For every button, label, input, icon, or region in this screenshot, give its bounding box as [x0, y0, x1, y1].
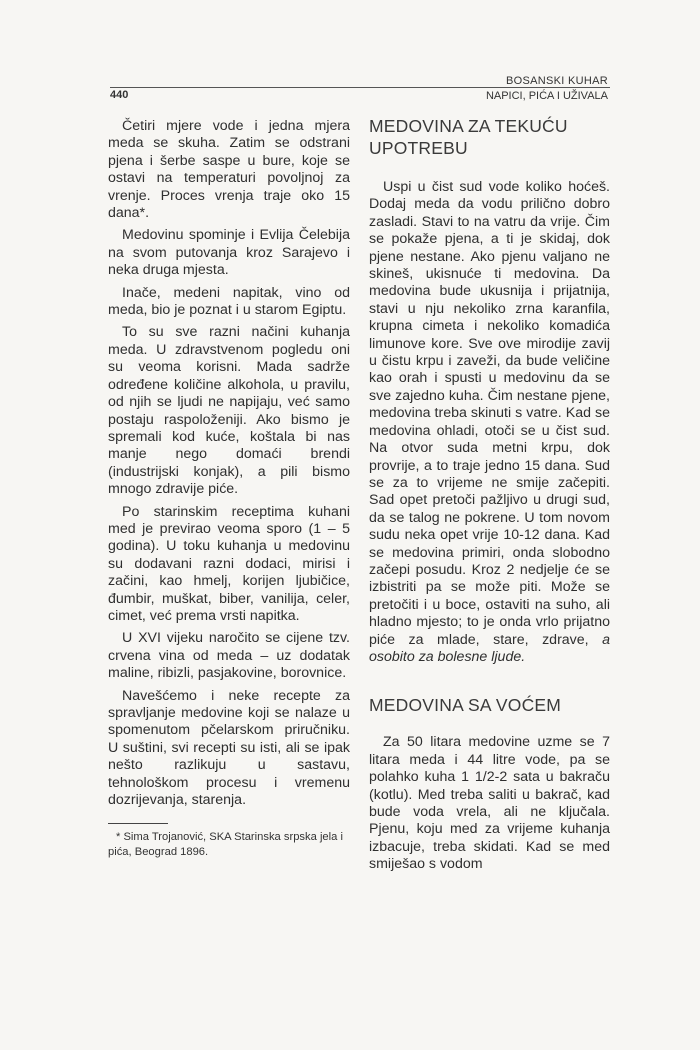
paragraph: Po starinskim receptima kuhani med je previrao veoma sporo (1 – 5 godina). U toku kuhanja u medovinu su dodavani razni dodaci, mirisi i začini, kao hmelj, korijen ljubičice, đumbir, muškat, biber, vanilija, celer, cimet, već prema vrsti napitka.	[108, 503, 350, 624]
section-heading-medovina-za-tekucu-upotrebu: MEDOVINA ZA TEKUĆU UPOTREBU	[369, 116, 568, 158]
recipe-text-italic: a osobito za bolesne ljude.	[369, 631, 610, 665]
running-head-chapter-title: NAPICI, PIĆA I UŽIVALA	[485, 90, 608, 102]
page-number: 440	[110, 89, 129, 101]
recipe-text: Za 50 litara medovine uzme se 7 litara meda i 44 litre vode, pa se polahko kuha 1 1/2-2 sata u bakraču (kotlu). Med treba saliti u bakrač, kad bude voda vrela, ali ne ključala. Pjenu, koju med za vrijeme kuhanja izbacuje, treba skidati. Kad se med smiješao s vodom	[369, 734, 610, 873]
left-column	[108, 118, 350, 859]
paragraph: Inače, medeni napitak, vino od meda, bio je poznat i u starom Egiptu.	[108, 284, 350, 319]
header-rule	[110, 87, 610, 88]
paragraph: Navešćemo i neke recepte za spravljanje medovine koji se nalaze u spomenutom pčelarskom priručniku. U suštini, svi recepti su isti, ali se ipak nešto razlikuju u sastavu, tehnološkom procesu i vremenu dozrijevanja, starenja.	[108, 687, 350, 809]
recipe-text-main: Uspi u čist sud vode koliko hoćeš. Dodaj meda da vodu prilično dobro zasladi. Stavi to na vatru da vrije. Čim se pokaže pjena, a ti je skidaj, dok pjene nestane. Ako pjenu valjano ne skineš, ukisnuće ti medovina. Da medovina bude ukusnija i prijatnija, stavi u nju nekoliko zrna karanfila, krupna cimeta i nekoliko komadića limunove kore. Sve ove mirodije zavij u čistu krpu i zaveži, da bude veličine kao orah i spusti u medovinu da se sve zajedno kuha. Čim nestane pjene, medovina treba skinuti s vatre. Kad se medovina ohladi, otoči se u čist sud. Na otvor suda metni krpu, dok provrije, a to traje jedno 15 dana. Sud se za to vrijeme ne smije začepiti. Sad opet pretoči pažljivo u drugi sud, da se talog ne pokrene. U tom novom sudu neka opet vrije 10-12 dana. Kad se medovina primiri, onda slobodno začepi posudu. Kroz 2 nedjelje će se izbistriti pa se može piti. Može se pretočiti i u boce, ostaviti na suho, ali hladno mjesto; to je onda vrlo prijatno piće za mlade, stare, zdrave,	[369, 179, 610, 648]
running-head-book-title: BOSANSKI KUHAR	[505, 75, 608, 87]
paragraph: Medovinu spominje i Evlija Čelebija na svom putovanja kroz Sarajevo i neka druga mjesta.	[108, 227, 350, 279]
section-heading-medovina-sa-vocem: MEDOVINA SA VOĆEM	[369, 695, 562, 716]
paragraph: To su sve razni načini kuhanja meda. U zdravstvenom pogledu oni su veoma korisni. Mada sadrže određene količine alkohola, u pravilu, od njih se ljudi ne napijaju, već samo postaju raspoloženiji. Ako bismo je spremali kod kuće, koštala bi nas manje nego domaći brendi (industrijski konjak), a pili bismo mnogo zdravije piće.	[108, 324, 350, 498]
footnote-rule	[108, 823, 168, 824]
footnote: * Sima Trojanović, SKA Starinska srpska jela i pića, Beograd 1896.	[108, 831, 343, 858]
right-column	[369, 115, 610, 879]
recipe-text	[369, 179, 610, 666]
paragraph: Četiri mjere vode i jedna mjera meda se skuha. Zatim se odstrani pjena i šerbe saspe u bure, koje se ostavi na temperaturi povoljnoj za vrenje. Proces vrenja traje oko 15 dana*.	[108, 118, 350, 222]
paragraph: U XVI vijeku naročito se cijene tzv. crvena vina od meda – uz dodatak maline, ribizli, pasjakovine, borovnice.	[108, 630, 350, 682]
